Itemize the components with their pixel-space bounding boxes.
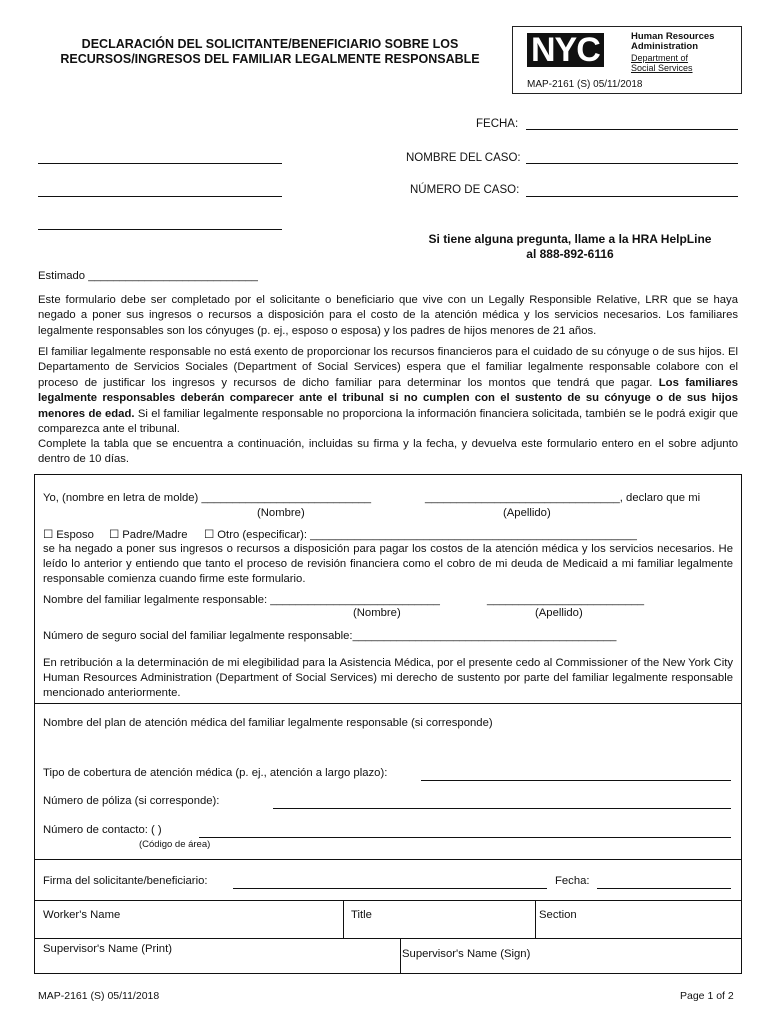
divider [400,938,401,974]
obligation-text: El familiar legalmente responsable no está exento de proporcionar los recursos financieros para el cuidado de su cónyuge o de sus hijos. El Departamento de Servicios Sociales (Department of Social Services) espera que el familiar legalmente responsable colabore con el proceso de justificar los ingresos y recursos de dicho familiar para determinar los montos que tendrá que pagar. [38,346,738,389]
contact-number-label: Número de contacto: ( ) [43,824,162,836]
yo-nombre-line[interactable]: Yo, (nombre en letra de molde) ___________________________ [43,492,372,504]
signature-label: Firma del solicitante/beneficiario: [43,875,208,887]
intro-paragraph: Este formulario debe ser completado por el solicitante o beneficiario que vive con un Legally Responsible Relative, LRR que se haya negado a poner sus ingresos o recursos a disposición para el costo de la atención médica y los servicios necesarios. Los familiares legalmente responsables son los cónyuges (p. ej., esposo o esposa) y los padres de hijos menores de 21 años. [38,294,738,337]
address-line-3[interactable] [38,229,282,230]
signature-date-label: Fecha: [555,875,590,887]
dept-line-1: Department of [631,53,689,63]
footer-page-number: Page 1 of 2 [680,990,734,1002]
nyc-hra-logo-box [512,26,742,94]
footer-form-code: MAP-2161 (S) 05/11/2018 [38,990,160,1002]
nombre-caso-field[interactable] [526,163,738,164]
helpline-line-1: Si tiene alguna pregunta, llame a la HRA HelpLine [428,232,712,246]
assignment-text: En retribución a la determinación de mi elegibilidad para la Asistencia Médica, por el presente cedo al Commissioner of the New York City Human Resources Administration (Department of Social Services) mi derecho de sustento por parte del familiar legalmente responsable mencionado anteriormente. [43,657,733,699]
court-note: Si el familiar legalmente responsable no proporciona la información financiera solicitada, también se le podrá exigir que comparezca ante el tribunal. [38,407,739,436]
divider [35,703,741,704]
helpline-notice [380,232,760,262]
section-label: Section [539,909,577,921]
apellido-caption: (Apellido) [503,507,551,519]
signature-field[interactable] [233,888,547,889]
signature-date-field[interactable] [597,888,731,889]
divider [343,900,344,938]
policy-number-label: Número de póliza (si corresponde): [43,795,220,807]
option-otro[interactable]: ☐ Otro (especificar): ____________________________________________________ [204,529,637,541]
nombre-caption: (Nombre) [257,507,305,519]
workers-name-label: Worker's Name [43,909,121,921]
option-esposo[interactable]: ☐ Esposo [43,529,94,541]
form-code-header: MAP-2161 (S) 05/11/2018 [527,79,643,90]
option-padre-madre[interactable]: ☐ Padre/Madre [109,529,188,541]
dept-line-2: Social Services [631,62,693,73]
agency-name [631,32,714,52]
declaration-text: se ha negado a poner sus ingresos o recursos a disposición para pagar los costos de la atención médica y los servicios necesarios. He leído lo anterior y entiendo que tanto el proceso de revisión financiera como el cobro de mi deuda de Medicaid a mi familiar legalmente responsable comienza cuando firme este formulario. [43,543,733,585]
instructions-paragraph: Complete la tabla que se encuentra a continuación, incluidas su firma y la fecha, y devuelva este formulario entero en el sobre adjunto dentro de 10 días. [38,438,738,466]
numero-caso-field[interactable] [526,196,738,197]
divider [35,938,741,939]
helpline-line-2: al 888-892-6116 [526,247,614,261]
fecha-label: FECHA: [476,118,519,130]
nombre-caso-label: NOMBRE DEL CASO: [406,152,521,164]
supervisor-sign-label: Supervisor's Name (Sign) [402,948,531,960]
court-warning: Los familiares legalmente responsables deberán comparecer ante el tribunal si no cumplen con el sustento de su cónyuge o de sus hijos menores de edad. [38,376,739,420]
ssn-line[interactable]: Número de seguro social del familiar legalmente responsable:__________________________________________ [43,630,617,642]
coverage-type-label: Tipo de cobertura de atención médica (p. ej., atención a largo plazo): [43,767,388,779]
form-title: DECLARACIÓN DEL SOLICITANTE/BENEFICIARIO SOBRE LOS RECURSOS/INGRESOS DEL FAMILIAR LEGALMENTE RESPONSABLE [60,37,480,66]
relative-apellido-caption: (Apellido) [535,607,583,619]
address-line-2[interactable] [38,196,282,197]
supervisor-print-label: Supervisor's Name (Print) [43,943,172,955]
policy-number-field[interactable] [273,808,731,809]
relative-name-line[interactable]: Nombre del familiar legalmente responsable: ___________________________ [43,594,440,606]
department-name [631,54,693,73]
area-code-caption: (Código de área) [139,839,211,850]
title-label: Title [351,909,372,921]
address-line-1[interactable] [38,163,282,164]
obligation-paragraph [38,345,738,437]
fecha-field[interactable] [526,129,738,130]
yo-apellido-line[interactable]: _______________________________, declaro que mi [425,492,701,504]
coverage-type-field[interactable] [421,780,731,781]
greeting: Estimado ___________________________ [38,270,258,282]
agency-line-2: Administration [631,41,699,52]
agency-line-1: Human Resources [631,31,715,42]
plan-name-label: Nombre del plan de atención médica del familiar legalmente responsable (si corresponde) [43,717,493,729]
nyc-logo: NYC [527,33,604,67]
divider [35,859,741,860]
divider [35,900,741,901]
relative-nombre-caption: (Nombre) [353,607,401,619]
declaration-box [34,474,742,974]
divider [535,900,536,938]
contact-number-field[interactable] [199,837,731,838]
relative-last-line[interactable]: _________________________ [487,594,645,606]
numero-caso-label: NÚMERO DE CASO: [410,184,520,196]
